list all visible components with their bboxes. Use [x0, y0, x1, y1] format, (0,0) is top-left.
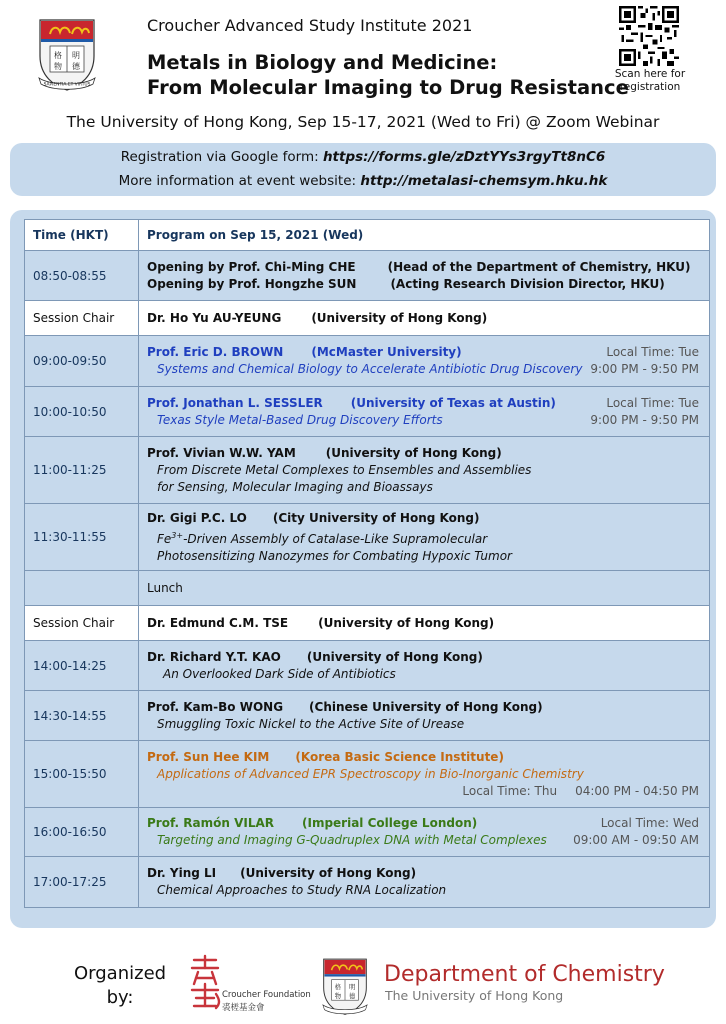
qr-caption [606, 68, 694, 94]
table-row [25, 641, 710, 691]
speaker-affiliation: (Korea Basic Science Institute) [295, 749, 504, 764]
speaker-affiliation: (Head of the Department of Chemistry, HKU) [387, 259, 691, 274]
speaker-affiliation: (University of Hong Kong) [240, 866, 417, 880]
table-row [25, 808, 710, 857]
qr-caption-line-2: registration [619, 81, 681, 93]
time-cell: 15:00-15:50 [25, 741, 139, 808]
local-time [590, 344, 699, 378]
registration-line [10, 149, 716, 165]
program-cell [139, 504, 710, 571]
table-row [25, 387, 710, 437]
program-cell [139, 741, 710, 808]
table-row [25, 504, 710, 571]
organized-by-label [74, 962, 166, 1010]
table-row [25, 691, 710, 741]
hku-crest-logo [36, 16, 98, 92]
time-cell: Session Chair [25, 606, 139, 641]
speaker-name: Prof. Eric D. BROWN [147, 345, 284, 359]
speaker-name: Prof. Ramón VILAR [147, 816, 274, 830]
table-row [25, 336, 710, 387]
speaker-name: Prof. Vivian W.W. YAM [147, 445, 296, 460]
table-row [25, 301, 710, 336]
website-line [10, 173, 716, 189]
qr-code-icon[interactable] [619, 6, 679, 66]
institute-name: Croucher Advanced Study Institute 2021 [147, 16, 473, 35]
svg-text:SAPIENTIA ET VIRTUS: SAPIENTIA ET VIRTUS [43, 82, 91, 88]
table-header-row [25, 220, 710, 251]
university-name: The University of Hong Kong [385, 988, 564, 1003]
local-time-label: Local Time: Wed [600, 816, 699, 830]
talk-title: Applications of Advanced EPR Spectroscopy in Bio-Inorganic Chemistry [157, 766, 584, 781]
svg-text:物: 物 [54, 62, 62, 71]
table-row [25, 251, 710, 301]
speaker-affiliation: (University of Texas at Austin) [350, 395, 556, 410]
speaker-affiliation: (Chinese University of Hong Kong) [309, 699, 543, 714]
talk-title: Smuggling Toxic Nickel to the Active Site of Urease [157, 716, 465, 731]
venue-line: The University of Hong Kong, Sep 15-17, 2021 (Wed to Fri) @ Zoom Webinar [66, 113, 660, 131]
time-cell: 17:00-17:25 [25, 857, 139, 908]
chair-affiliation: (University of Hong Kong) [318, 615, 495, 630]
website-label: More information at event website: [118, 173, 361, 189]
lunch-cell: Lunch [139, 571, 710, 606]
speaker-affiliation: (University of Hong Kong) [306, 649, 483, 664]
svg-text:德: 德 [72, 62, 80, 71]
talk-title: Chemical Approaches to Study RNA Localization [157, 883, 447, 897]
speaker-name: Dr. Gigi P.C. LO [147, 510, 247, 525]
chair-name: Dr. Ho Yu AU-YEUNG [147, 310, 282, 325]
table-row [25, 857, 710, 908]
time-cell: Session Chair [25, 301, 139, 336]
svg-text:明: 明 [72, 51, 80, 60]
footer [0, 940, 726, 1024]
svg-text:物: 物 [334, 992, 342, 1000]
speaker-name: Prof. Sun Hee KIM [147, 749, 270, 764]
department-name: Department of Chemistry [384, 962, 665, 987]
time-cell: 09:00-09:50 [25, 336, 139, 387]
talk-title: Targeting and Imaging G-Quadruplex DNA with Metal Complexes [157, 833, 547, 847]
svg-text:德: 德 [348, 992, 356, 1000]
program-cell [139, 691, 710, 741]
local-time-value: 9:00 PM - 9:50 PM [590, 413, 699, 427]
local-time [590, 395, 699, 429]
speaker-name: Prof. Kam-Bo WONG [147, 699, 284, 714]
title-line-2: From Molecular Imaging to Drug Resistance [147, 76, 629, 99]
event-title [147, 50, 629, 100]
table-row [25, 606, 710, 641]
program-column-header: Program on Sep 15, 2021 (Wed) [139, 220, 710, 251]
croucher-foundation-name: Croucher Foundation [222, 990, 311, 1000]
chair-affiliation: (University of Hong Kong) [311, 310, 488, 325]
time-cell: 14:00-14:25 [25, 641, 139, 691]
program-cell [139, 857, 710, 908]
time-column-header: Time (HKT) [25, 220, 139, 251]
talk-title-line-2: Photosensitizing Nanozymes for Combating Hypoxic Tumor [157, 548, 512, 563]
time-cell: 10:00-10:50 [25, 387, 139, 437]
time-cell: 11:00-11:25 [25, 437, 139, 504]
svg-text:格: 格 [54, 51, 62, 60]
program-cell [139, 606, 710, 641]
time-cell: 11:30-11:55 [25, 504, 139, 571]
croucher-foundation-logo [186, 954, 226, 1012]
speaker-affiliation: (University of Hong Kong) [325, 445, 502, 460]
local-time-value: 9:00 PM - 9:50 PM [590, 362, 699, 376]
time-cell [25, 571, 139, 606]
local-time-value: 04:00 PM - 04:50 PM [575, 783, 699, 798]
speaker-affiliation: (Acting Research Division Director, HKU) [390, 276, 665, 291]
speaker-name: Dr. Richard Y.T. KAO [147, 649, 281, 664]
talk-title-fe: Fe [157, 531, 172, 546]
registration-label: Registration via Google form: [120, 149, 323, 165]
website-link[interactable]: http://metalasi-chemsym.hku.hk [360, 173, 608, 189]
svg-text:格: 格 [334, 984, 342, 992]
time-cell: 14:30-14:55 [25, 691, 139, 741]
svg-text:明: 明 [348, 984, 356, 992]
header [0, 0, 726, 140]
organized-line-2: by: [106, 987, 134, 1008]
local-time [573, 815, 699, 849]
local-time-value: 09:00 AM - 09:50 AM [573, 833, 699, 847]
talk-title: Texas Style Metal-Based Drug Discovery Efforts [157, 412, 443, 427]
local-time-label: Local Time: Tue [606, 345, 699, 359]
hku-crest-logo [320, 956, 370, 1016]
program-cell [139, 336, 710, 387]
time-cell: 08:50-08:55 [25, 251, 139, 301]
local-time [147, 783, 699, 800]
qr-caption-line-1: Scan here for [614, 68, 686, 80]
chair-name: Dr. Edmund C.M. TSE [147, 615, 289, 630]
program-cell [139, 437, 710, 504]
registration-link[interactable]: https://forms.gle/zDztYYs3rgyTt8nC6 [322, 149, 606, 165]
local-time-label: Local Time: Thu [462, 783, 558, 798]
title-line-1: Metals in Biology and Medicine: [147, 51, 498, 74]
program-cell [139, 641, 710, 691]
speaker-affiliation: (City University of Hong Kong) [272, 510, 480, 525]
table-row [25, 741, 710, 808]
talk-title: An Overlooked Dark Side of Antibiotics [163, 666, 396, 681]
talk-title: Systems and Chemical Biology to Accelerate Antibiotic Drug Discovery [157, 362, 583, 376]
program-cell [139, 808, 710, 857]
table-row [25, 571, 710, 606]
program-cell [139, 301, 710, 336]
program-cell [139, 387, 710, 437]
registration-info-box [10, 143, 716, 196]
talk-title-line-1 [147, 527, 699, 548]
talk-title-line-2: for Sensing, Molecular Imaging and Bioassays [157, 479, 433, 494]
talk-title-superscript: 3+ [171, 530, 184, 540]
program-cell [139, 251, 710, 301]
croucher-foundation-chinese-name: 裘槎基金會 [222, 1003, 265, 1013]
program-panel [10, 210, 716, 928]
table-row [25, 437, 710, 504]
talk-title-line-1: From Discrete Metal Complexes to Ensembles and Assemblies [157, 462, 532, 477]
program-table [24, 219, 710, 908]
talk-title-rest: -Driven Assembly of Catalase-Like Supramolecular [183, 531, 488, 546]
local-time-label: Local Time: Tue [606, 396, 699, 410]
speaker-name: Opening by Prof. Chi-Ming CHE [147, 259, 356, 274]
speaker-affiliation: (Imperial College London) [302, 816, 478, 830]
speaker-name: Prof. Jonathan L. SESSLER [147, 395, 323, 410]
organized-line-1: Organized [74, 963, 167, 984]
speaker-affiliation: (McMaster University) [311, 345, 462, 359]
speaker-name: Opening by Prof. Hongzhe SUN [147, 276, 357, 291]
time-cell: 16:00-16:50 [25, 808, 139, 857]
speaker-name: Dr. Ying LI [147, 866, 217, 880]
